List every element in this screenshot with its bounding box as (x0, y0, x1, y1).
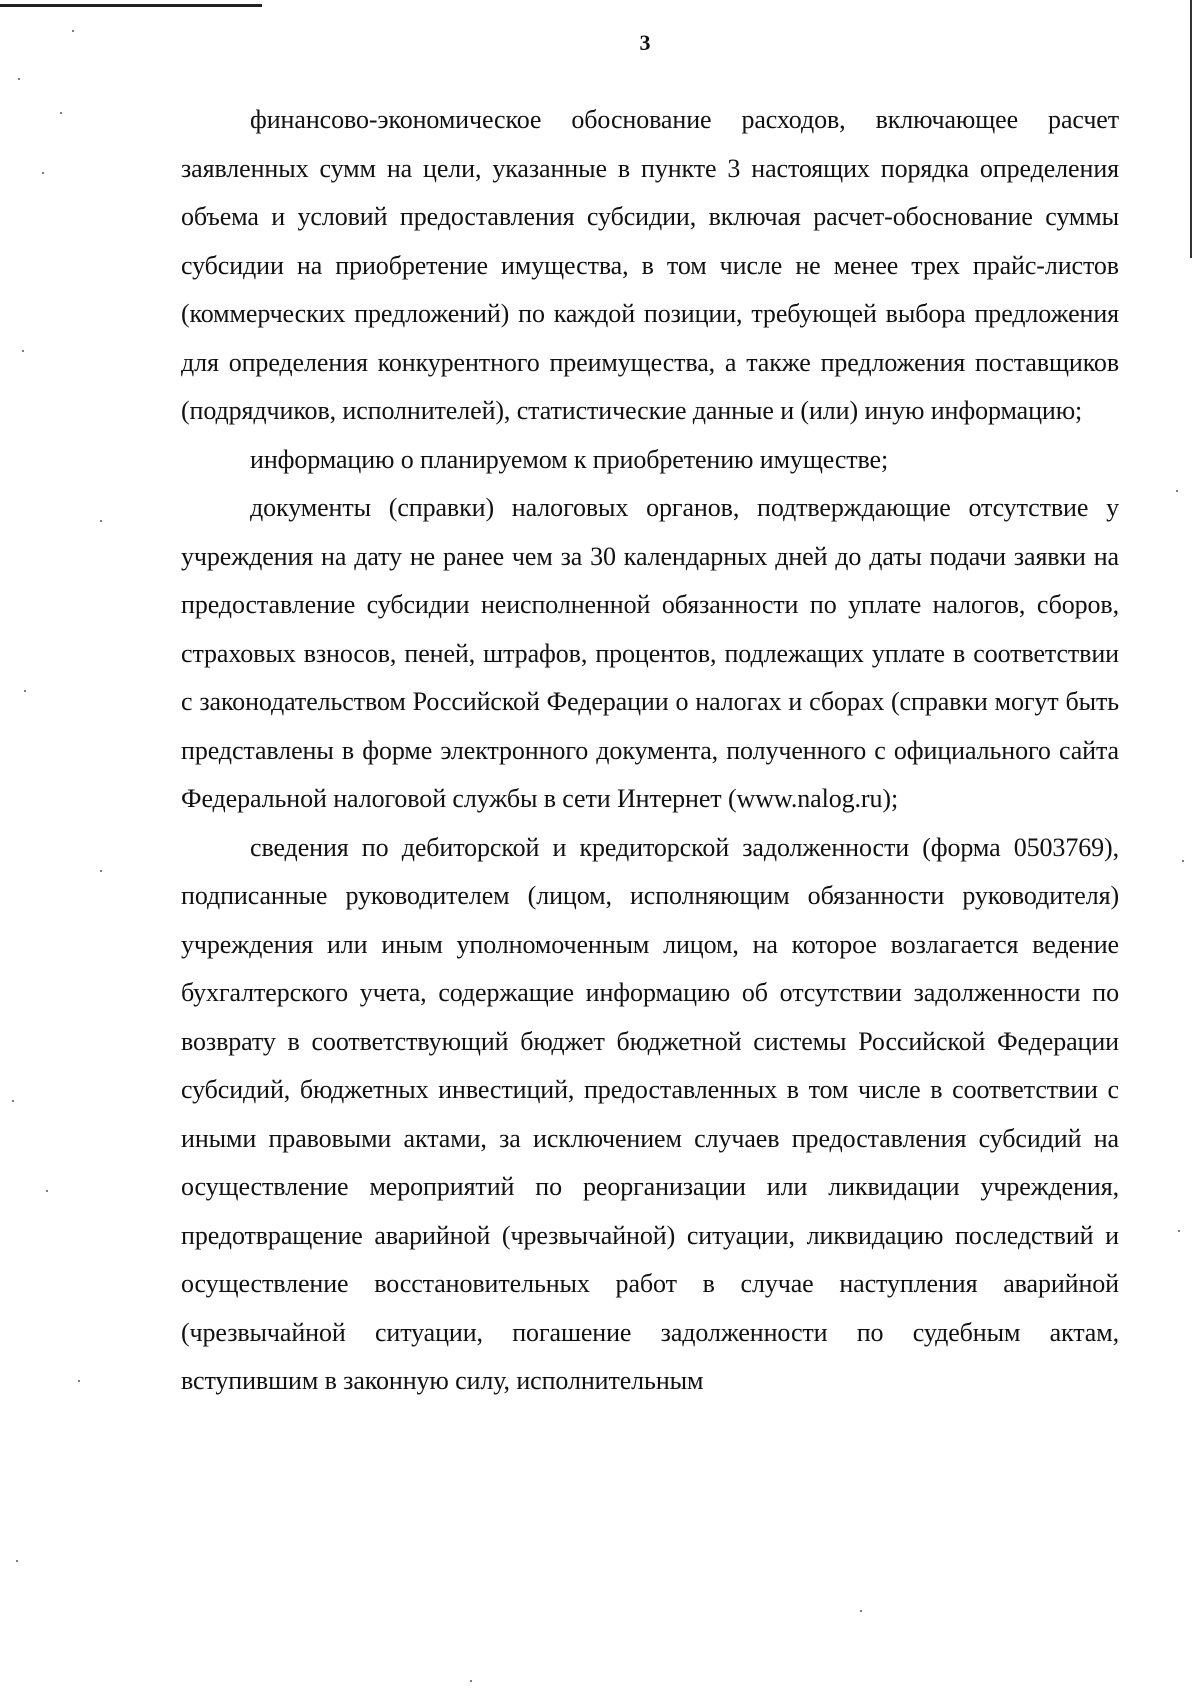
scan-speck (18, 78, 20, 80)
top-border-line (0, 4, 262, 7)
scan-speck (100, 520, 102, 522)
scan-speck (72, 30, 74, 32)
scan-speck (470, 1680, 472, 1682)
page-number: 3 (639, 30, 651, 55)
scan-speck (100, 870, 102, 872)
paragraph-debt-information: сведения по дебиторской и кредиторской задолженности (форма 0503769), подписанные руководителем (лицом, исполняющим обязанности руководителя) учреждения или иным уполномоченным лицом, на которое возлагается ведение бухгалтерского учета, содержащие информацию об отсутствии задолженности по возврату в соответствующий бюджет бюджетной системы Российской Федерации субсидий, бюджетных инвестиций, предоставленных в том числе в соответствии с иными правовыми актами, за исключением случаев предоставления субсидий на осуществление мероприятий по реорганизации или ликвидации учреждения, предотвращение аварийной (чрезвычайной) ситуации, ликвидацию последствий и осуществление восстановительных работ в случае наступления аварийной (чрезвычайной ситуации, погашение задолженности по судебным актам, вступившим в законную силу, исполнительным (181, 832, 1119, 1395)
scan-speck (860, 1610, 862, 1612)
scan-speck (46, 1190, 48, 1192)
document-body (181, 96, 1119, 1406)
paragraph-property-info: информацию о планируемом к приобретению имуществе; (250, 444, 889, 474)
scan-speck (42, 172, 44, 174)
scan-speck (22, 350, 24, 352)
scan-speck (1178, 1230, 1180, 1232)
scan-speck (60, 112, 62, 114)
scan-speck (1182, 860, 1184, 862)
paragraph-tax-documents: документы (справки) налоговых органов, подтверждающие отсутствие у учреждения на дату не ранее чем за 30 календарных дней до даты подачи заявки на предоставление субсидии неисполненной обязанности по уплате налогов, сборов, страховых взносов, пеней, штрафов, процентов, подлежащих уплате в соответствии с законодательством Российской Федерации о налогах и сборах (справки могут быть представлены в форме электронного документа, полученного с официального сайта Федеральной налоговой службы в сети Интернет (www.nalog.ru); (181, 493, 1119, 813)
scan-speck (16, 1560, 18, 1562)
scan-speck (24, 690, 26, 692)
scan-speck (78, 1380, 80, 1382)
paragraph-financial-justification: финансово-экономическое обоснование расходов, включающее расчет заявленных сумм на цели, указанные в пункте 3 настоящих порядка определения объема и условий предоставления субсидии, включая расчет-обоснование суммы субсидии на приобретение имущества, в том числе не менее трех прайс-листов (коммерческих предложений) по каждой позиции, требующей выбора предложения для определения конкурентного преимущества, а также предложения поставщиков (подрядчиков, исполнителей), статистические данные и (или) иную информацию; (181, 105, 1119, 425)
scan-speck (1176, 490, 1178, 492)
scan-speck (12, 1100, 14, 1102)
